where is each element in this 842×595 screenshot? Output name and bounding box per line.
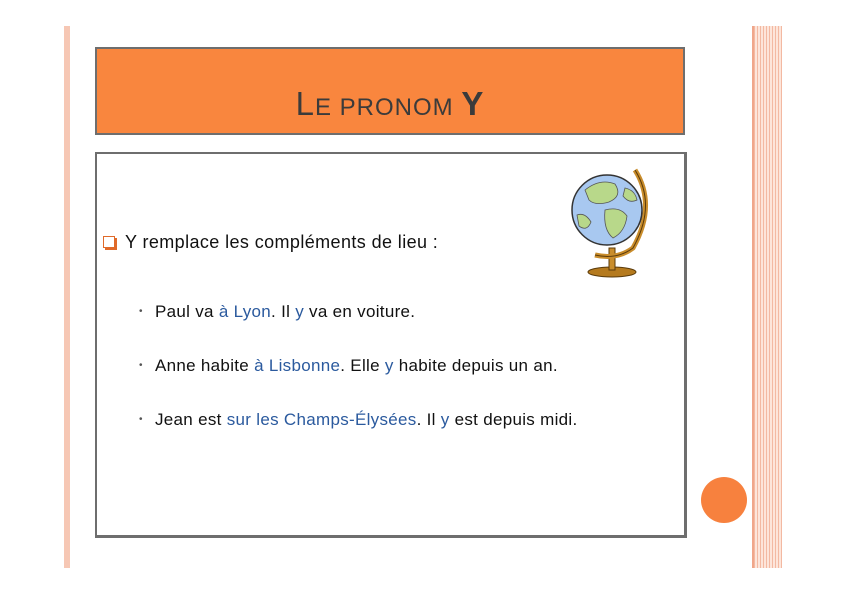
bullet-text: Jean est [155,410,227,429]
highlighted-text: y [440,410,450,429]
globe-icon [565,160,660,280]
bullet-text: . Il [271,302,296,321]
title-initial-l: L [295,85,315,122]
bullet-text: . Elle [340,356,385,375]
bullet-text: va en voiture. [304,302,416,321]
title-initial-y: Y [461,85,485,122]
bullet-text: Anne habite [155,356,255,375]
bullet-item [135,301,665,322]
right-decorative-stripes [752,26,782,568]
bullet-dot-icon: • [139,306,143,317]
highlighted-text: y [384,356,394,375]
bullet-dot-icon: • [139,414,143,425]
bullet-text: . Il [416,410,441,429]
highlighted-text: à Lisbonne [254,356,341,375]
bullet-text: habite depuis un an. [393,356,558,375]
heading-text: Y remplace les compléments de lieu : [125,231,439,252]
highlighted-text: sur les Champs-Élysées [226,410,417,429]
title-middle: E PRONOM [315,94,462,121]
bullet-text: Paul va [155,302,219,321]
bullet-dot-icon: • [139,360,143,371]
bullet-item [135,355,665,376]
highlighted-text: à Lyon [218,302,272,321]
bullet-list [135,301,665,463]
section-heading [100,230,438,254]
checkbox-icon [103,236,115,248]
title-banner [95,47,685,135]
left-decorative-bar [64,26,70,568]
page-title [97,85,683,123]
bullet-item [135,409,665,430]
bullet-text: est depuis midi. [449,410,578,429]
orange-circle [701,477,747,523]
highlighted-text: y [295,302,305,321]
